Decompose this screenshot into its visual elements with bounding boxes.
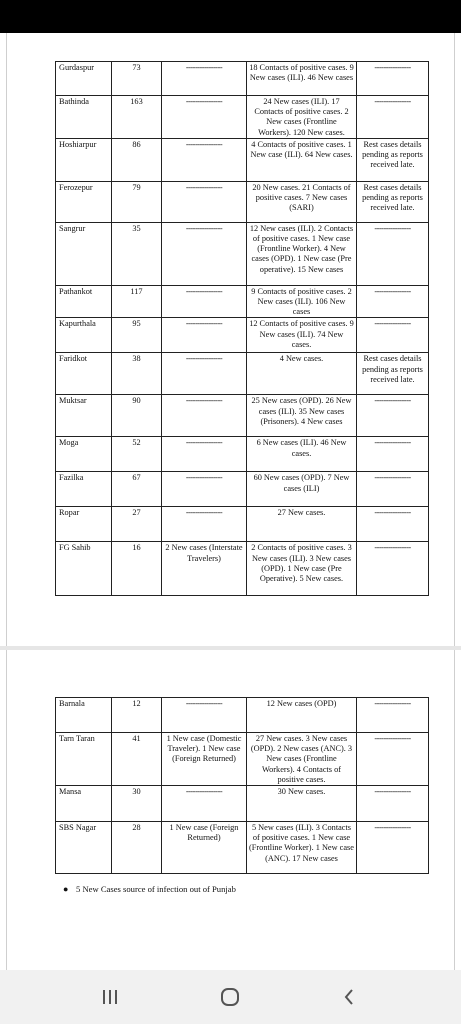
table-row: [56, 181, 429, 222]
cell-remarks: ----------------: [357, 698, 429, 733]
cell-remarks: ----------------: [357, 395, 429, 437]
cell-remarks: Rest cases details pending as reports received late.: [357, 353, 429, 395]
table-row: [56, 698, 429, 733]
cell-total: 38: [112, 353, 162, 395]
cell-source: ----------------: [162, 181, 247, 222]
cell-district: Mansa: [56, 786, 112, 822]
cell-total: 16: [112, 542, 162, 596]
cell-total: 73: [112, 62, 162, 96]
table-row: [56, 62, 429, 96]
cell-details: 18 Contacts of positive cases. 9 New cases (ILI). 46 New cases: [247, 62, 357, 96]
cell-total: 79: [112, 181, 162, 222]
district-cases-table-page-1: [55, 61, 429, 596]
table-row: [56, 733, 429, 786]
cell-total: 41: [112, 733, 162, 786]
cell-district: Muktsar: [56, 395, 112, 437]
table-row: [56, 96, 429, 139]
cell-district: Kapurthala: [56, 318, 112, 353]
recent-apps-button[interactable]: [88, 980, 132, 1014]
cell-details: 4 Contacts of positive cases. 1 New case (ILI). 64 New cases.: [247, 138, 357, 181]
cell-remarks: ----------------: [357, 285, 429, 318]
table-row: [56, 138, 429, 181]
cell-total: 67: [112, 472, 162, 507]
cell-district: Bathinda: [56, 96, 112, 139]
cell-details: 12 New cases (OPD): [247, 698, 357, 733]
android-nav-bar: [0, 970, 461, 1024]
table-row: [56, 542, 429, 596]
recent-apps-icon: [100, 988, 120, 1006]
cell-details: 4 New cases.: [247, 353, 357, 395]
page-edge-right: [454, 650, 455, 970]
cell-district: Pathankot: [56, 285, 112, 318]
cell-total: 95: [112, 318, 162, 353]
cell-remarks: ----------------: [357, 472, 429, 507]
cell-remarks: ----------------: [357, 318, 429, 353]
table-row: [56, 395, 429, 437]
table-row: [56, 786, 429, 822]
table-row: [56, 353, 429, 395]
cell-source: ----------------: [162, 698, 247, 733]
page-edge-right: [454, 33, 455, 646]
status-bar: [0, 0, 461, 33]
cell-details: 12 Contacts of positive cases. 9 New cases (ILI). 74 New cases.: [247, 318, 357, 353]
back-icon: [341, 987, 357, 1007]
cell-district: Hoshiarpur: [56, 138, 112, 181]
cell-remarks: ----------------: [357, 222, 429, 285]
cell-remarks: ----------------: [357, 733, 429, 786]
document-page-1: [0, 33, 461, 647]
district-cases-table-page-2: [55, 697, 429, 874]
cell-total: 27: [112, 507, 162, 542]
cell-district: Moga: [56, 437, 112, 472]
cell-district: Tarn Taran: [56, 733, 112, 786]
table-row: [56, 822, 429, 874]
cell-details: 24 New cases (ILI). 17 Contacts of positive cases. 2 New cases (Frontline Workers). 120 New cases.: [247, 96, 357, 139]
cell-source: ----------------: [162, 96, 247, 139]
table-row: [56, 222, 429, 285]
cell-total: 28: [112, 822, 162, 874]
document-page-2: [0, 650, 461, 970]
cell-district: Ferozepur: [56, 181, 112, 222]
cell-remarks: ----------------: [357, 786, 429, 822]
table-row: [56, 318, 429, 353]
cell-source: 1 New case (Foreign Returned): [162, 822, 247, 874]
cell-details: 5 New cases (ILI). 3 Contacts of positive cases. 1 New case (Frontline Worker). 1 New case (ANC). 17 New cases: [247, 822, 357, 874]
cell-district: FG Sahib: [56, 542, 112, 596]
cell-total: 90: [112, 395, 162, 437]
cell-details: 30 New cases.: [247, 786, 357, 822]
cell-source: ----------------: [162, 395, 247, 437]
cell-source: 1 New case (Domestic Traveler). 1 New case (Foreign Returned): [162, 733, 247, 786]
cell-remarks: ----------------: [357, 62, 429, 96]
cell-total: 163: [112, 96, 162, 139]
cell-district: SBS Nagar: [56, 822, 112, 874]
cell-details: 20 New cases. 21 Contacts of positive cases. 7 New cases (SARI): [247, 181, 357, 222]
cell-source: ----------------: [162, 507, 247, 542]
cell-details: 12 New cases (ILI). 2 Contacts of positive cases. 1 New case (Frontline Worker). 4 New cases (OPD). 1 New case (Pre operative). 15 New cases: [247, 222, 357, 285]
home-button[interactable]: [208, 980, 252, 1014]
cell-district: Ropar: [56, 507, 112, 542]
cell-source: ----------------: [162, 138, 247, 181]
cell-total: 12: [112, 698, 162, 733]
cell-details: 60 New cases (OPD). 7 New cases (ILI): [247, 472, 357, 507]
home-icon: [218, 986, 242, 1008]
cell-district: Fazilka: [56, 472, 112, 507]
cell-remarks: ----------------: [357, 437, 429, 472]
cell-total: 52: [112, 437, 162, 472]
back-button[interactable]: [327, 980, 371, 1014]
cell-details: 27 New cases.: [247, 507, 357, 542]
cell-total: 86: [112, 138, 162, 181]
cell-district: Gurdaspur: [56, 62, 112, 96]
cell-remarks: ----------------: [357, 507, 429, 542]
cell-details: 2 Contacts of positive cases. 3 New cases (ILI). 3 New cases (OPD). 1 New case (Pre Operative). 5 New cases.: [247, 542, 357, 596]
table-row: [56, 507, 429, 542]
cell-remarks: ----------------: [357, 542, 429, 596]
cell-total: 30: [112, 786, 162, 822]
table-row: [56, 285, 429, 318]
cell-district: Sangrur: [56, 222, 112, 285]
cell-source: ----------------: [162, 437, 247, 472]
cell-details: 9 Contacts of positive cases. 2 New cases (ILI). 106 New cases: [247, 285, 357, 318]
cell-source: 2 New cases (Interstate Travelers): [162, 542, 247, 596]
page-edge-left: [6, 33, 7, 646]
cell-details: 6 New cases (ILI). 46 New cases.: [247, 437, 357, 472]
cell-district: Barnala: [56, 698, 112, 733]
cell-source: ----------------: [162, 62, 247, 96]
cell-total: 117: [112, 285, 162, 318]
cell-details: 27 New cases. 3 New cases (OPD). 2 New cases (ANC). 3 New cases (Frontline Workers). 4 Contacts of positive cases.: [247, 733, 357, 786]
cell-district: Faridkot: [56, 353, 112, 395]
cell-remarks: Rest cases details pending as reports received late.: [357, 138, 429, 181]
cell-details: 25 New cases (OPD). 26 New cases (ILI). 35 New cases (Prisoners). 4 New cases: [247, 395, 357, 437]
cell-source: ----------------: [162, 353, 247, 395]
bullet-note: [63, 884, 236, 895]
note-text: 5 New Cases source of infection out of Punjab: [76, 884, 236, 894]
bullet-icon: ●: [63, 884, 69, 894]
cell-remarks: Rest cases details pending as reports received late.: [357, 181, 429, 222]
cell-remarks: ----------------: [357, 96, 429, 139]
table-row: [56, 472, 429, 507]
cell-total: 35: [112, 222, 162, 285]
cell-source: ----------------: [162, 222, 247, 285]
cell-remarks: ----------------: [357, 822, 429, 874]
table-row: [56, 437, 429, 472]
cell-source: ----------------: [162, 786, 247, 822]
page-edge-left: [6, 650, 7, 970]
cell-source: ----------------: [162, 472, 247, 507]
cell-source: ----------------: [162, 285, 247, 318]
cell-source: ----------------: [162, 318, 247, 353]
